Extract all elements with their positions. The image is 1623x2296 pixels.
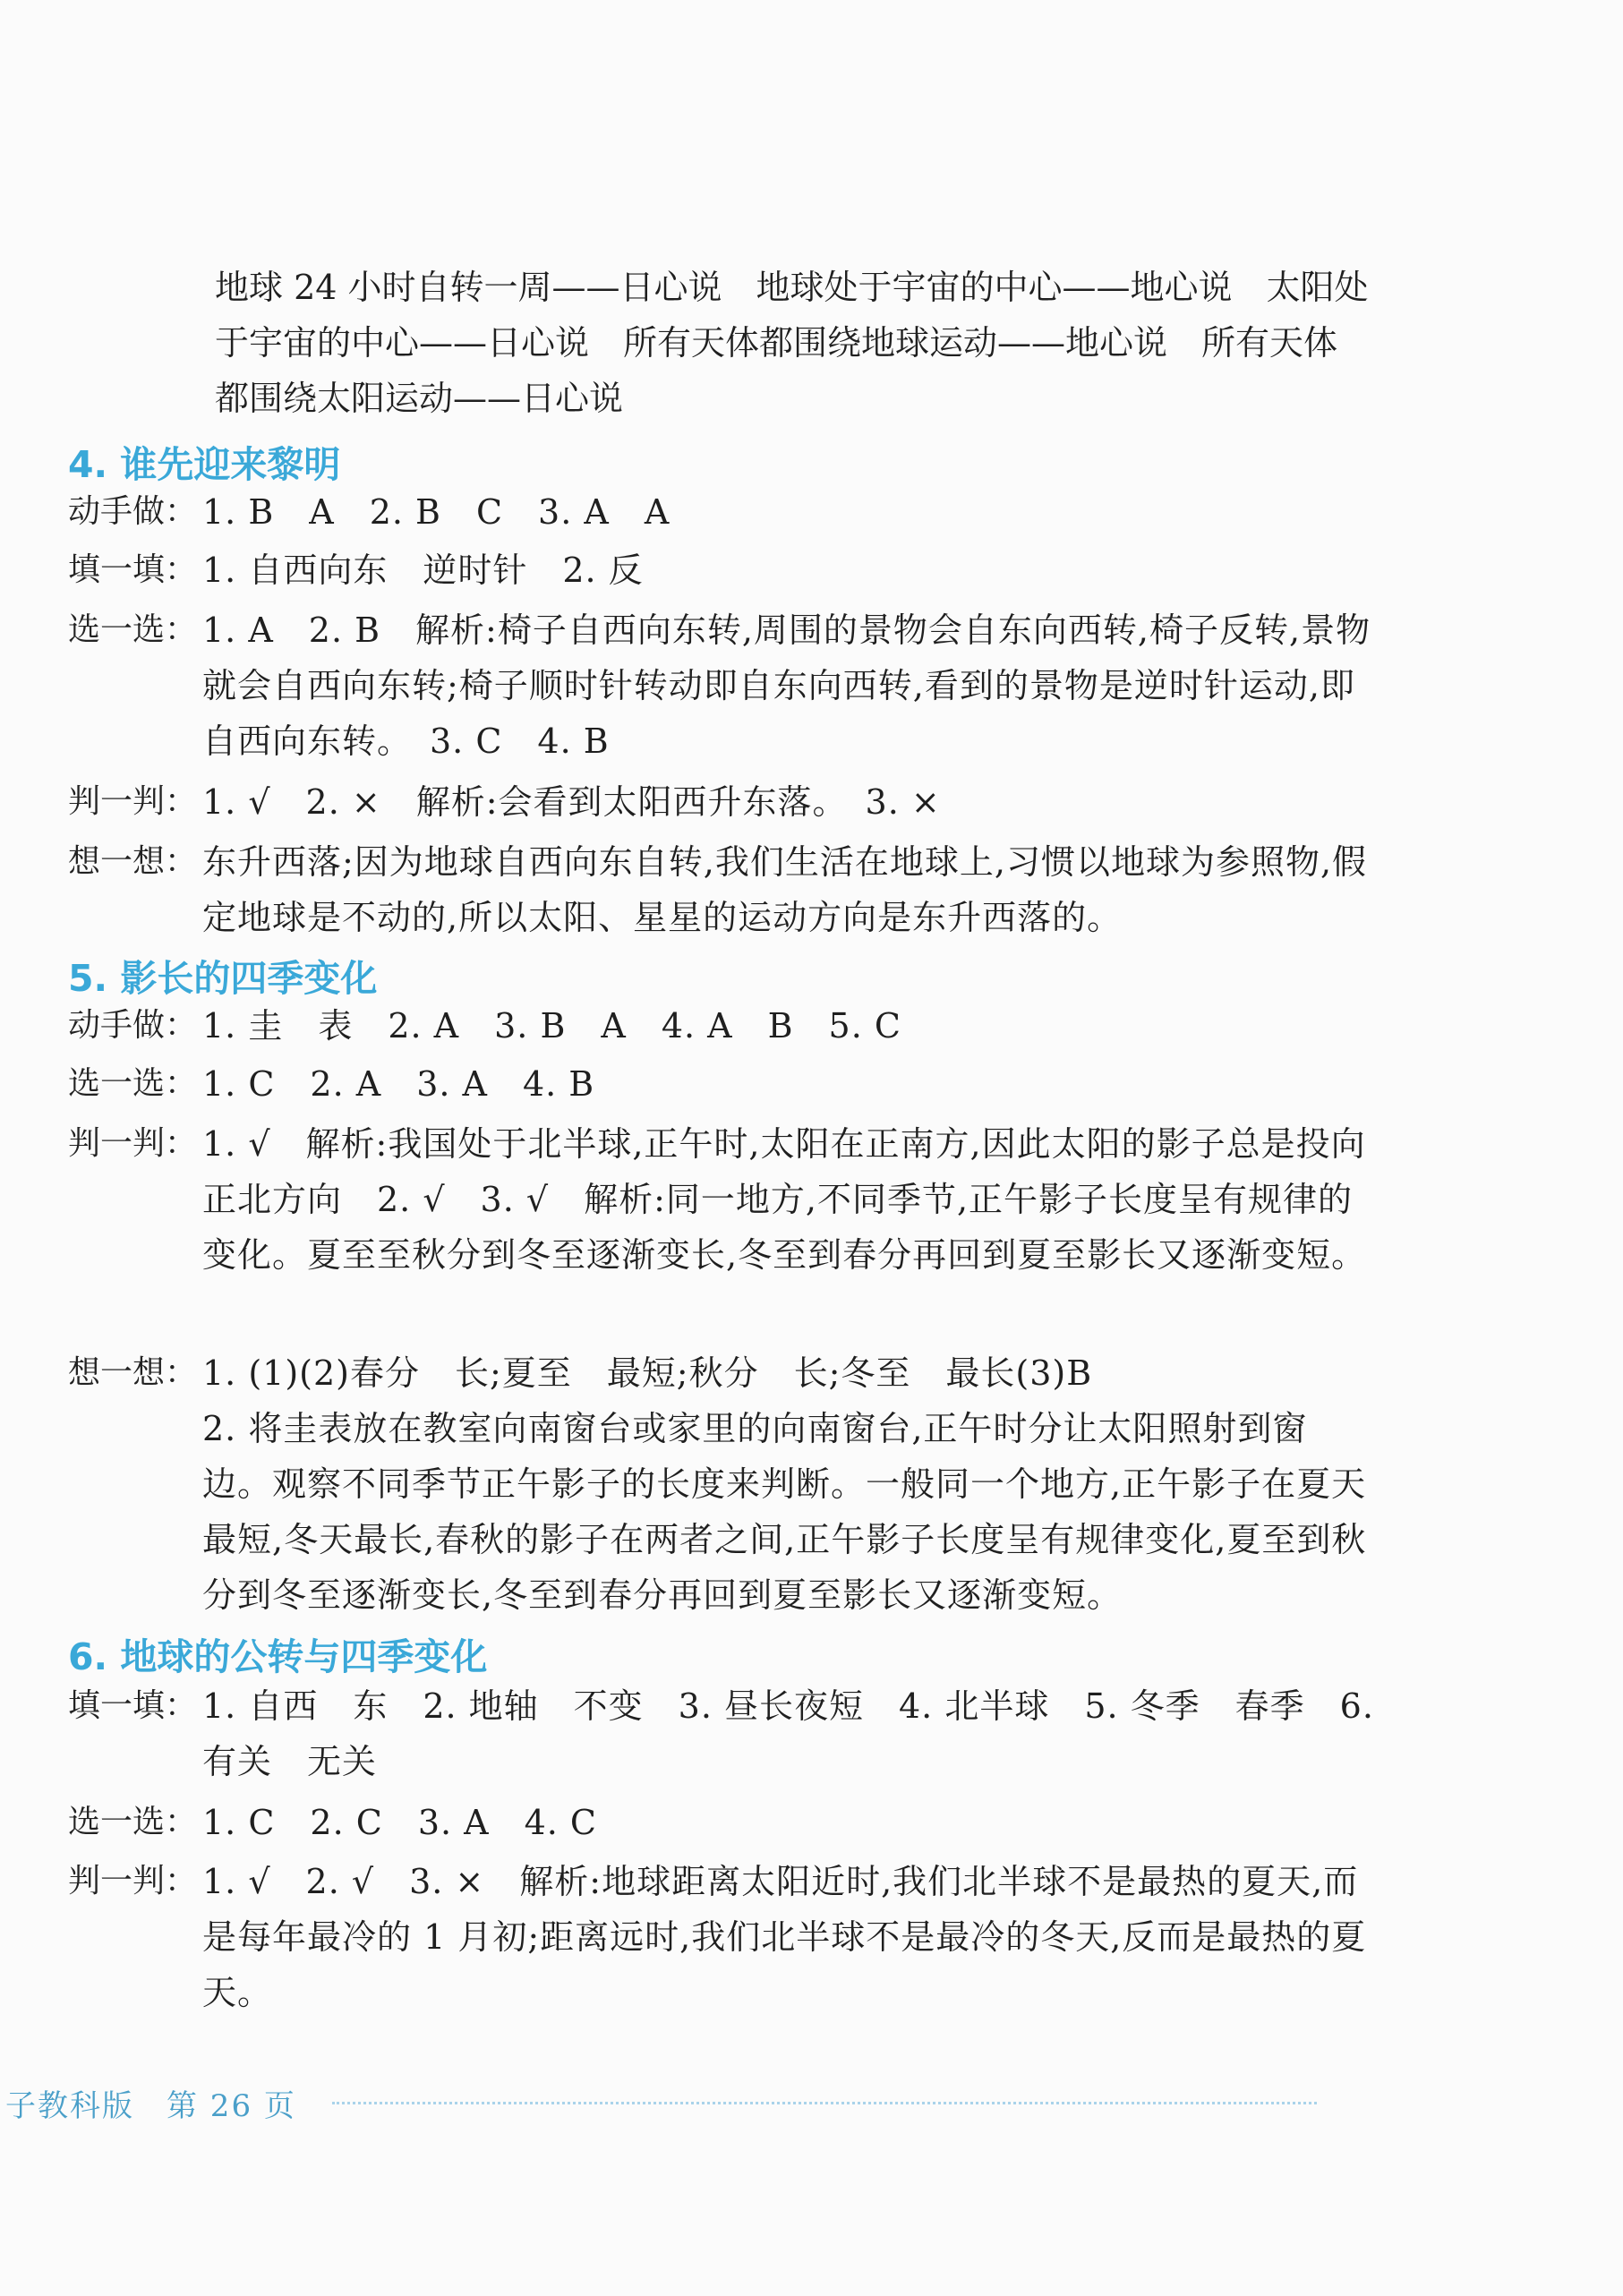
row-label: 想一想： [68, 1354, 198, 1391]
answer-row [68, 602, 1377, 769]
row-text: 2. 将圭表放在教室向南窗台或家里的向南窗台,正午时分让太阳照射到窗边。观察不同季节正午影子的长度来判断。一般同一个地方,正午影子在夏天最短,冬天最长,春秋的影子在两者之间,正午影子长度呈有规律变化,夏至到秋分到冬至逐渐变长,冬至到春分再回到夏至影长又逐渐变短。 [202, 1409, 1367, 1615]
answer-row [68, 998, 1377, 1054]
row-label: 判一判： [68, 783, 198, 820]
answer-row [68, 1116, 1377, 1283]
row-text-group [202, 1345, 1377, 1623]
footer-dotted-line [332, 2102, 1317, 2104]
page-footer [0, 2076, 1623, 2130]
answer-row [68, 1678, 1377, 1789]
row-text: 1. 自西向东 逆时针 2. 反 [202, 551, 644, 590]
row-text: 1. C 2. C 3. A 4. C [202, 1803, 598, 1842]
row-label: 选一选： [68, 611, 198, 648]
answer-row [68, 1345, 1377, 1623]
section-title-6: 6. 地球的公转与四季变化 [68, 1635, 488, 1678]
row-label: 选一选： [68, 1065, 198, 1102]
section-title-4: 4. 谁先迎来黎明 [68, 443, 341, 486]
answer-row [68, 542, 1377, 598]
answer-row [68, 774, 1377, 830]
row-label: 想一想： [68, 843, 198, 880]
answer-row [68, 1795, 1377, 1850]
answer-row [68, 484, 1377, 540]
row-text: 1. C 2. A 3. A 4. B [202, 1064, 595, 1104]
row-text: 1. 自西 东 2. 地轴 不变 3. 昼长夜短 4. 北半球 5. 冬季 春季 6. 有关 无关 [202, 1686, 1374, 1781]
row-text: 1. 圭 表 2. A 3. B A 4. A B 5. C [202, 1006, 901, 1046]
row-text: 1. A 2. B 解析:椅子自西向东转,周围的景物会自东向西转,椅子反转,景物就会自西向东转;椅子顺时针转动即自东向西转,看到的景物是逆时针运动,即自西向东转。 3. C 4. B [202, 610, 1371, 761]
row-label: 填一填： [68, 551, 198, 588]
row-text: 1. (1)(2)春分 长;夏至 最短;秋分 长;冬至 最长(3)B [202, 1353, 1093, 1393]
row-label: 判一判： [68, 1125, 198, 1162]
section-title-5: 5. 影长的四季变化 [68, 957, 378, 1000]
row-text: 东升西落;因为地球自西向东自转,我们生活在地球上,习惯以地球为参照物,假定地球是不动的,所以太阳、星星的运动方向是东升西落的。 [202, 842, 1368, 937]
row-text: 1. √ 2. √ 3. × 解析:地球距离太阳近时,我们北半球不是最热的夏天,而是每年最冷的 1 月初;距离远时,我们北半球不是最冷的冬天,反而是最热的夏天。 [202, 1862, 1367, 2012]
row-label: 判一判： [68, 1863, 198, 1899]
footer-page-label: 子教科版 第 26 页 [5, 2087, 296, 2124]
intro-paragraph: 地球 24 小时自转一周——日心说 地球处于宇宙的中心——地心说 太阳处于宇宙的中心——日心说 所有天体都围绕地球运动——地心说 所有天体都围绕太阳运动——日心说 [215, 268, 1369, 418]
row-text: 1. B A 2. B C 3. A A [202, 492, 671, 532]
row-label: 动手做： [68, 493, 198, 530]
row-text: 1. √ 2. × 解析:会看到太阳西升东落。 3. × [202, 782, 941, 822]
row-label: 动手做： [68, 1007, 198, 1044]
row-text: 1. √ 解析:我国处于北半球,正午时,太阳在正南方,因此太阳的影子总是投向正北方向 2. √ 3. √ 解析:同一地方,不同季节,正午影子长度呈有规律的变化。夏至至秋分到冬至逐渐变长,冬至到春分再回到夏至影长又逐渐变短。 [202, 1124, 1367, 1275]
answer-row [68, 1854, 1377, 2020]
row-label: 选一选： [68, 1804, 198, 1840]
row-label: 填一填： [68, 1687, 198, 1724]
answer-row [68, 834, 1377, 945]
answer-row [68, 1056, 1377, 1112]
